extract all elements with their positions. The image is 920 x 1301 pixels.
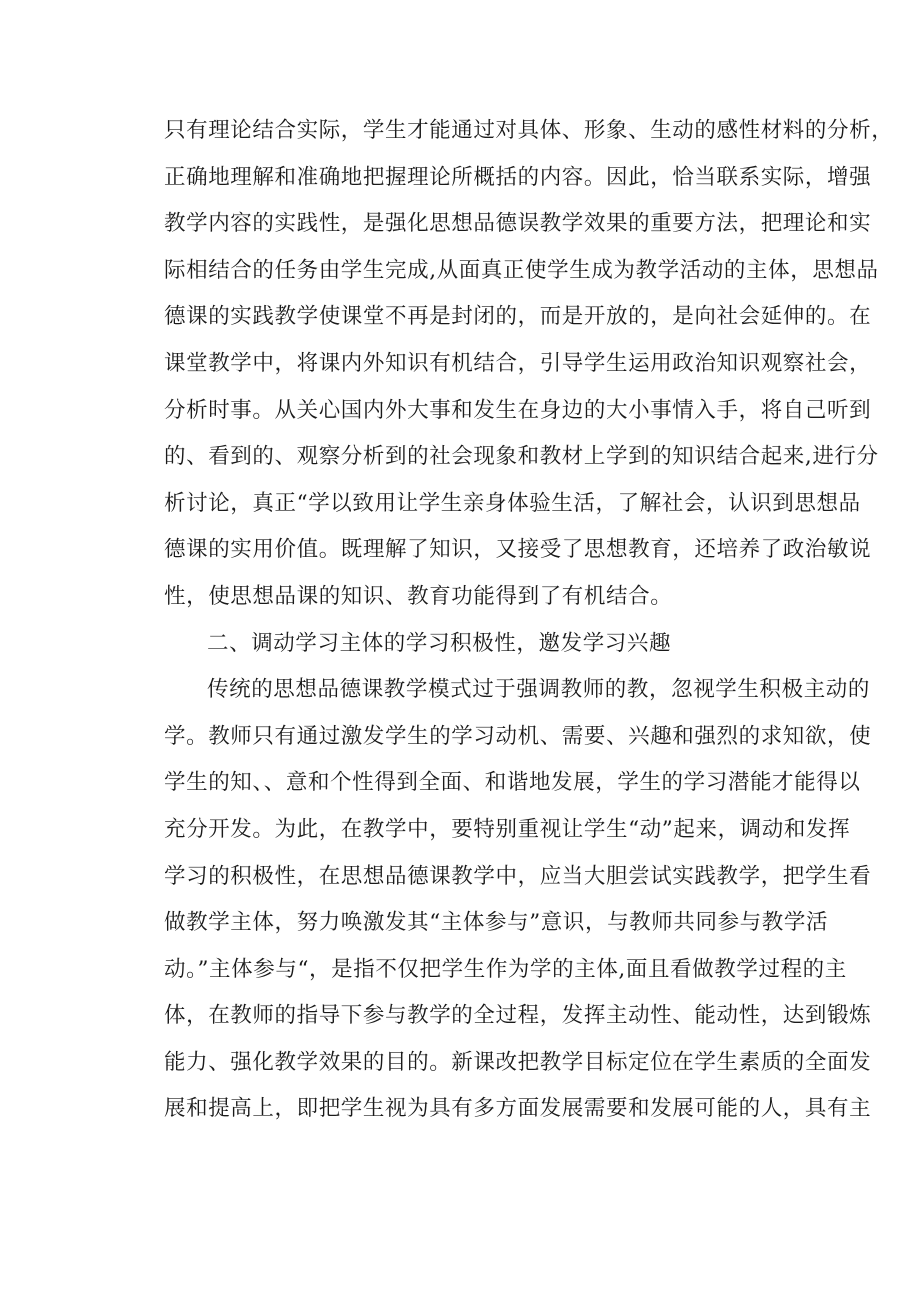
text-line: 充分开发。为此，在教学中，要特别重视让学生“动”起来，调动和发挥 xyxy=(164,816,851,842)
section-heading xyxy=(164,621,804,668)
text-line: 分析时事。从关心国内外大事和发生在身边的大小事情入手，将自己听到 xyxy=(164,397,872,423)
text-line: 能力、强化教学效果的目的。新课改把教学目标定位在学生素质的全面发 xyxy=(164,1049,872,1075)
text-line: 展和提高上，即把学生视为具有多方面发展需要和发展可能的人，具有主 xyxy=(164,1096,872,1122)
text-line: 德课的实用价值。既理解了知识，又接受了思想教育，还培养了政治敏说 xyxy=(164,537,872,563)
text-line: 析讨论，真正“学以致用让学生亲身体验生活，了解社会，认识到思想品 xyxy=(164,490,861,516)
heading-text: 二、调动学习主体的学习积极性，邀发学习兴趣 xyxy=(207,630,672,656)
text-line: 际相结合的任务由学生完成,从面真正使学生成为教学活动的主体，思想品 xyxy=(164,257,879,283)
text-line: 学。教师只有通过激发学生的学习动机、需要、兴趣和强烈的求知欲，使 xyxy=(164,723,872,749)
text-line: 体，在教师的指导下参与教学的全过程，发挥主动性、能动性，达到锻炼 xyxy=(164,1003,872,1029)
paragraph-2 xyxy=(164,667,872,1133)
text-line: 正确地理解和准确地把握理论所概括的内容。因此，恰当联系实际，增强 xyxy=(164,164,872,190)
text-line: 学生的知、、意和个性得到全面、和谐地发展，学生的学习潜能才能得以 xyxy=(164,770,861,796)
text-line: 的、看到的、观察分析到的社会现象和教材上学到的知识结合起来,进行分 xyxy=(164,444,879,470)
text-line: 传统的思想品德课教学模式过于强调教师的教，忽视学生积极主动的 xyxy=(207,677,871,703)
text-line: 德课的实践教学使课堂不再是封闭的，而是开放的，是向社会延伸的。在 xyxy=(164,304,872,330)
document-body xyxy=(164,108,894,1133)
paragraph-1 xyxy=(164,108,894,621)
text-line: 学习的积极性，在思想品德课教学中，应当大胆尝试实践教学，把学生看 xyxy=(164,863,872,889)
text-line: 课堂教学中，将课内外知识有机结合，引导学生运用政治知识观察社会， xyxy=(164,350,872,376)
text-line: 只有理论结合实际，学生才能通过对具体、形象、生动的感性材料的分析， xyxy=(164,118,894,143)
text-line: 动。”主体参与“，是指不仅把学生作为学的主体,面且看做教学过程的主 xyxy=(164,956,847,982)
text-line: 教学内容的实践性，是强化思想品德误教学效果的重要方法，把理论和实 xyxy=(164,211,872,237)
text-line: 做教学主体，努力唤激发其“主体参与”意识，与教师共同参与教学活 xyxy=(164,910,829,936)
text-line: 性，使思想品课的知识、教育功能得到了有机结合。 xyxy=(164,583,673,609)
